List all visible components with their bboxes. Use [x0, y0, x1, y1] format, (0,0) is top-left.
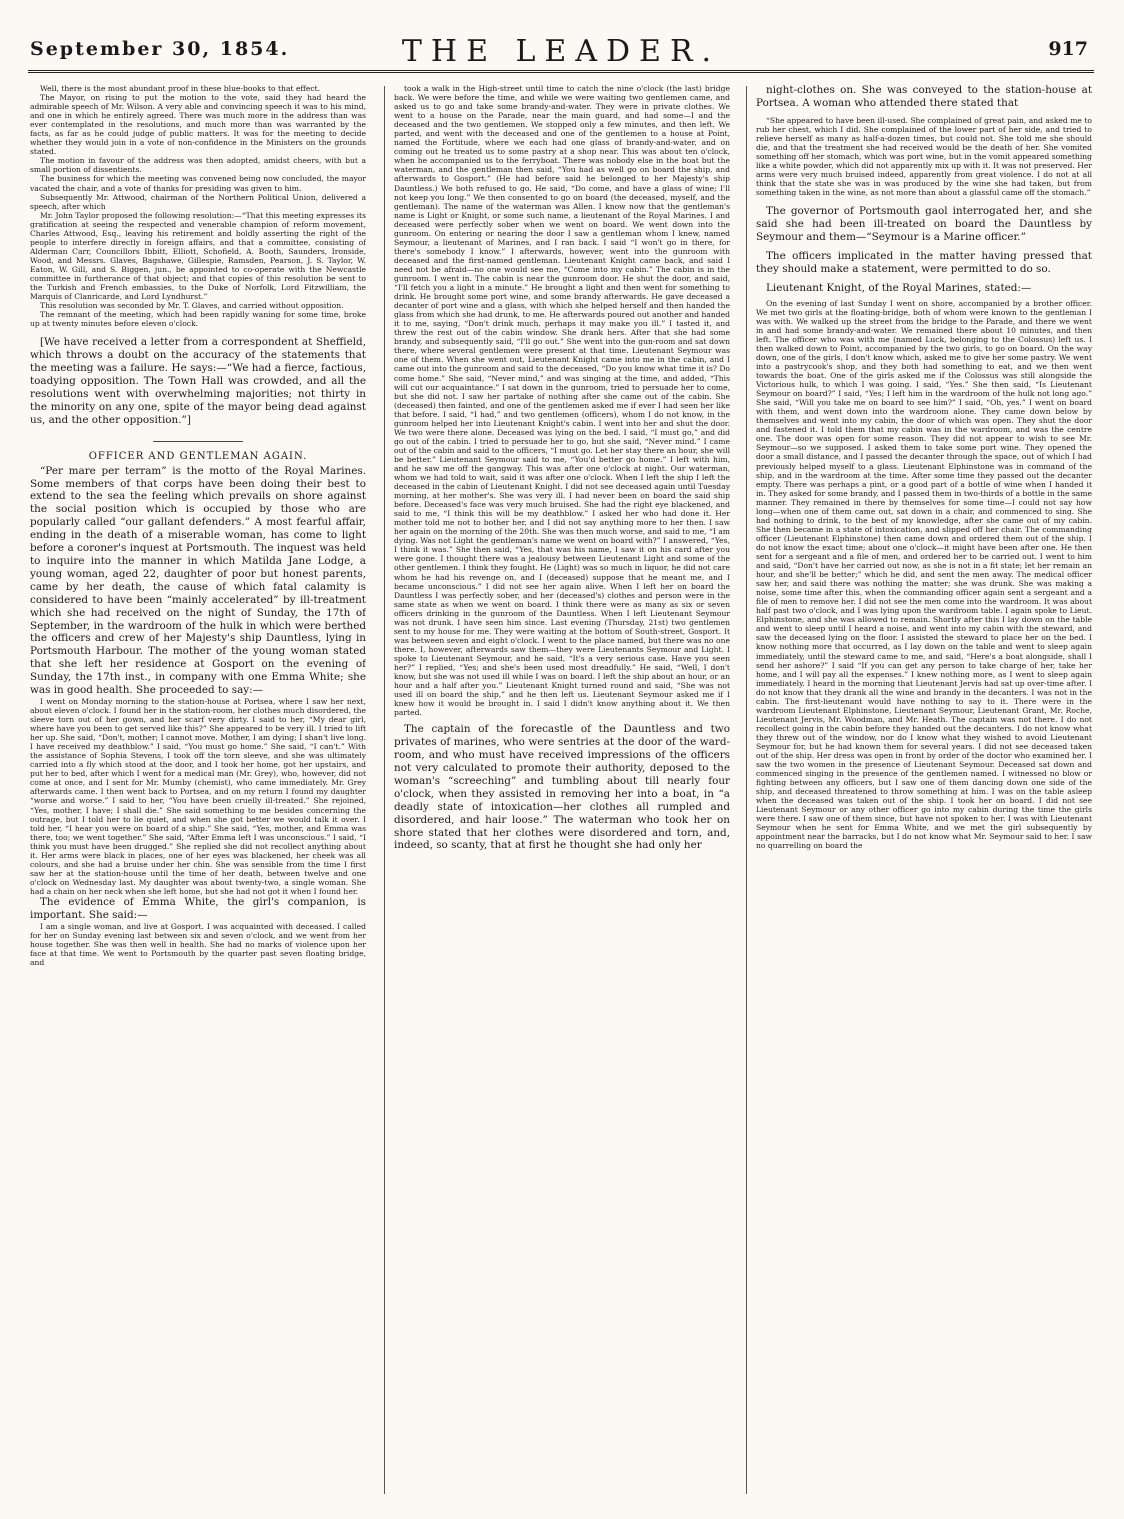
section-divider	[153, 441, 243, 442]
paragraph: Well, there is the most abundant proof in these blue-books to that effect.	[40, 84, 321, 93]
paragraph: Mr. John Taylor proposed the following resolution:—“That this meeting expresses its gratification at seeing the respected and venerable champion of reform movement, Charles Attwood, Esq., leaving his retirement and boldly asserting the right of the people to interfere directly in foreign affairs, and that a committee, consisting of Alderman Carr, Councillors Ibbitt, Elliott, Schofield, A. Booth, Saunders, Ironside, Wood, and Messrs. Glaves, Bagshawe, Gillespie, Ramsden, Pearson, J. S. Taylor, W. Eaton, W. Gill, and S. Biggen, jun., be appointed to co-operate with the Newcastle committee in furtherance of that object; and that copies of this resolution be sent to the Turkish and French embassies, to the Duke of Norfolk, Lord Fitzwilliam, the Marquis of Clanricarde, and Lord Lyndhurst.”	[30, 210, 366, 302]
paragraph: The Mayor, on rising to put the motion to the vote, said they had heard the admirable speech of Mr. Wilson. A very able and convincing speech it was to his mind, and one in which he entirely agreed. There was much more in the address than was ever contemplated in the resolutions, and much more than was warranted by the facts, as far as he could judge of public matters. It was for the meeting to decide whether they would join in a vote of non-confidence in the Ministers on the grounds stated.	[30, 93, 366, 157]
paragraph: The evidence of Emma White, the girl's companion, is important. She said:—	[30, 896, 366, 921]
newspaper-page	[28, 34, 1094, 1498]
paragraph: The governor of Portsmouth gaol interrogated her, and she said she had been ill-treated on board the Dauntless by Seymour and them—“Seymour is a Marine officer.”	[756, 205, 1092, 244]
paragraph: Subsequently Mr. Attwood, chairman of the Northern Political Union, delivered a speech, after which	[30, 192, 366, 211]
paragraph: The motion in favour of the address was then adopted, amidst cheers, with but a small portion of dissentients.	[30, 156, 366, 175]
masthead-rule	[28, 70, 1094, 73]
testimony-lieutenant-knight: On the evening of last Sunday I went on shore, accompanied by a brother officer. We met two girls at the floating-bridge, both of whom were known to the gentleman I was with. We walked up the street from the bridge to the Parade, and there we went in and had some brandy-and-water. We remained there about 10 minutes, and then left. The officer who was with me (named Luck, belonging to the Colossus) left us. I then walked down to Point, accompanied by the two girls, to go on board. On the way down, one of the girls, I don't know which, asked me to give her some pastry. We went into a pastrycook's shop, and they both had something to eat, and we then went towards the boat. One of the girls asked me if the Colossus was still alongside the Victorious hulk, to which I was going. I said, “Yes.” She then said, “Is Lieutenant Seymour on board?” I said, “Yes; I left him in the wardroom of the hulk not long ago.” She said, “Will you take me on board to see him?” I said, “Oh, yes.” I went on board with them, and went down into the wardroom alone. They came down below by themselves and went into my cabin, the door of which was open. They shut the door and fastened it. I told them that my cabin was in the wardroom, and was the centre one. The door was open for some reason. They did not appear to wish to see Mr. Seymour—so we supposed. I asked them to take some port wine. They opened the door a small distance, and I passed the decanter through the space, out of which I had previously helped myself to a glass. Lieutenant Elphinstone was in command of the ship, and in the wardroom at the time. After some time they passed out the decanter empty. There was perhaps a pint, or a good part of a bottle of wine when I handed it in. They asked for some brandy, and I passed them in two-thirds of a bottle in the same manner. They remained in there by themselves for some time—I could not say how long—when one of them came out, sat down in a chair, and commenced to sing. She had nothing to drink, to the best of my knowledge, after she came out of my cabin. She then became in a state of intoxication, and slipped off her chair. The commanding officer (Lieutenant Elphinstone) then came down and ordered them out of the ship. I do not know the exact time; about one o'clock—it might have been after one. He then sent for a sergeant and a file of men, and ordered her to be carried out. I went to him and said, “Don't have her carried out now, as she is not in a fit state; let her remain an hour, and she'll be better;” which he did, and sent the men away. The medical officer saw her, and said there was nothing the matter; she was drunk. She was making a noise, some time after this, when the commanding officer again sent a sergeant and a file of men to remove her. I did not see the men come into the wardroom. It was about half past two o'clock, and I was lying upon the wardroom table. I again spoke to Lieut. Elphinstone, and she was allowed to remain. Shortly after this I lay down on the table and went to sleep until I heard a noise, and went into my cabin with the steward, and saw the deceased lying on the floor. I assisted the steward to place her on the bed. I know nothing more that occurred, as I lay down on the table and went to sleep again immediately, until the steward came to me, and said, “Here's a boat alongside, shall I send her ashore?” I said “If you can get any person to take charge of her, take her home, and I will pay all the expenses.” I knew nothing more, as I went to sleep again immediately. I heard in the morning that Lieutenant Jervis had sat up over-time after. I do not know that they drank all the wine and brandy in the decanters. I was not in the cabin. The first-lieutenant would have nothing to say to it. There were in the wardroom Lieutenant Elphinstone, Lieutenant Seymour, Lieutenant Grant, Mr. Roche, Lieutenant Jervis, Mr. Woodman, and Mr. Heath. The captain was not there. I do not recollect going in the cabin before they handed out the decanters. I do not know what they threw out of the window, nor do I know what they wished to avoid Lieutenant Seymour for, but he had known them for several years. I did not see deceased taken out of the ship. Her dress was open in front by order of the doctor who examined her. I saw the two women in the presence of Lieutenant Seymour. Deceased sat down and commenced singing in the presence of the gentlemen named. I witnessed no blow or fighting between any officers, but I saw one of them dancing down one side of the ship, and deceased threatened to throw something at him. I was on the table asleep when the deceased was taken out of the ship. I took her on board. I did not see Lieutenant Seymour or any other officer go into my cabin during the time the girls were there. I saw one of them since, but have not spoken to her. I was with Lieutenant Seymour when he sent for Emma White, and we met the girl subsequently by appointment near the barracks, but I do not know what Mr. Seymour said to her. I saw no quarrelling on board the	[756, 298, 1092, 851]
column-1	[30, 84, 366, 1496]
testimony-emma-white-cont: took a walk in the High-street until time to catch the nine o'clock (the last) bridge back. We were before the time, and while we were waiting two gentlemen came, and asked us to go and take some brandy-and-water. They were in private clothes. We went to a house on the Parade, near the main guard, and had some—I and the deceased and the two gentlemen. We stopped only a few minutes, and then left. We parted, and went with the deceased and one of the gentlemen to a house at Point, named the Fortitude, where we each had one glass of brandy-and-water, and on coming out he treated us to some pastry at a shop near. This was about ten o'clock, when he accompanied us to the ferryboat. There was nobody else in the boat but the waterman, and the gentleman then said, “You had as well go on board the ship, and afterwards to Gosport.” (He had before said he belonged to her Majesty's ship Dauntless.) We both refused to go. He said, “Do come, and have a glass of wine; I'll not keep you long.” We then consented to go on board (the deceased, myself, and the gentleman). The name of the waterman was Allen. I know now that the gentleman's name is Light or Knight, or some such name, a lieutenant of the Royal Marines. I and deceased were perfectly sober when we went on board. We went down into the gunroom. On entering or nearing the door I saw a gentleman whom I knew, named Seymour, a lieutenant of Marines, and I ran back. I said “I won't go in there, for there's somebody I know.” I afterwards, however, went into the gunroom with deceased and the first-named gentleman. Lieutenant Knight came back, and said I need not be afraid—no one would see me, “Come into my cabin.” The cabin is in the gunroom. I went in. The cabin is near the gunroom door. He shut the door, and said, “I'll fetch you a light in a minute.” He brought a light and then went for something to drink. He brought some port wine, and some brandy afterwards. He gave deceased a decanter of port wine and a glass, with which she helped herself and then handed the glass from which she had drunk, to me. He afterwards poured out another and handed it to me, saying, “Don't drink much, perhaps it may make you ill.” I tasted it, and threw the rest out of the cabin window. She drank hers. After that she had some brandy, and subsequently said, “I'll go out.” She went into the gun-room and sat down there, where several gentlemen were present at that time. Lieutenant Seymour was one of them. When she went out, Lieutenant Knight came into me in the cabin, and I came out into the gunroom and said to the deceased, “Do you know what time it is? Do come home.” She said, “Never mind,” and was singing at the time, and added, “This will cut our acquaintance.” I sat down in the gunroom, tried to persuade her to come, but she did not. I saw her partake of nothing after she came out of the cabin. She (deceased) then fainted, and one of the gentlemen asked me if ever I had seen her like that before. I said, “I had,” and two gentlemen (officers), whom I do not know, in the gunroom helped her into Lieutenant Knight's cabin. I went into her and shut the door. We two were there alone. Deceased was lying on the bed. I said, “I must go,” and did go out of the cabin. I tried to persuade her to go, but she said, “Never mind.” I came out of the cabin and said to the officers, “I must go. Let her stay there an hour, she will be better.” Lieutenant Seymour said to me, “You'd better go home.” I left with him, and he saw me off the gangway. This was after one o'clock at night. Our waterman, whom we had told to wait, said it was after one o'clock. When I left the ship I left the deceased in the cabin of Lieutenant Knight. I did not see deceased again until Tuesday morning, at her mother's. She was very ill. I had never been on board the said ship before. Deceased's face was very much bruised. She had the right eye blackened, and said to me, “I think this will be my deathblow.” I asked her who had done it. Her mother told me not to bother her, and I did not say anything more to her then. I saw her again on the morning of the 20th. She was then much worse, and said to me, “I am dying. Was not Light the gentleman's name we went on board with?” I answered, “Yes, I think it was.” She then said, “Yes, that was his name, I saw it on his card after you were gone. I thought there was a jealousy between Lieutenant Light and some of the other gentlemen. I think they fought. He (Light) was so much in liquor, he did not care whom he had his revenge on, and I (deceased) suppose that he meant me, and I became unconscious.” I did not see her again alive. When I left her on board the Dauntless I was perfectly sober, and her (deceased's) clothes and person were in the same state as when we went on board. I think there were as many as six or seven officers drinking in the gunroom of the Dauntless. When I left Lieutenant Seymour was not drunk. I have seen him since. Last evening (Thursday, 21st) two gentlemen sent to my house for me. They were waiting at the bottom of South-street, Gosport. It was between seven and eight o'clock. I went to the place named, but there was no one there. I, however, afterwards saw them—they were Lieutenants Seymour and Light. I spoke to Lieutenant Seymour, and he said, “It's a very serious case. Have you seen her?” I replied, “Yes; and she's been used most dreadfully.” He said, “Well, I don't know, but she was not used ill while I was on board. I left the ship about an hour, or an hour and a half after you.” Lieutenant Knight turned round and said, “She was not used ill on board the ship,” and he then left us. Lieutenant Seymour asked me if I knew how it would be brought in. I said I didn't know anything about it. We then parted.	[394, 84, 730, 718]
paragraph: This resolution was seconded by Mr. T. Glaves, and carried without opposition.	[40, 301, 344, 311]
testimony-mother: I went on Monday morning to the station-house at Portsea, where I saw her next, about eleven o'clock. I found her in the station-room, her clothes much disordered, the sleeve torn out of her gown, and her scarf very dirty. I said to her, “My dear girl, where have you been to get served like this?” She appeared to be very ill. I tried to lift her up. She said, “Don't, mother; I cannot move. Mother, I am dying; I shan't live long. I have received my deathblow.” I said, “You must go home.” She said, “I can't.” With the assistance of Sophia Stevens, I took off the torn sleeve, and she was ultimately carried into a fly which stood at the door, and I took her home, got her upstairs, and put her to bed, after which I went for a medical man (Mr. Grey), who, however, did not come at once, and I sent for Mr. Mumby (chemist), who came immediately. Mr. Grey afterwards came. I then went back to Portsea, and on my return I found my daughter “worse and worse.” I said to her, “You have been cruelly ill-treated.” She rejoined, “Yes, mother, I have; I shall die.” She said something to me besides concerning the outrage, but I told her to lie quiet, and when she got better we would talk it over. I told her, “I hear you were on board of a ship.” She said, “Yes, mother, and Emma was there, too; we went together.” She said, “After Emma left I was unconscious.” I said, “I think you must have been drugged.” She replied she did not recollect anything about it. Her arms were black in places, one of her eyes was blackened, her cheek was all colours, and she had a bruise under her chin. She was sensible from the time I first saw her at the station-house until the time of her death, between twelve and one o'clock on Wednesday last. My daughter was about twenty-two, a single woman. She had a chain on her neck when she left home, but she had not got it when I found her.	[30, 696, 366, 896]
masthead	[28, 34, 1094, 86]
paragraph: Lieutenant Knight, of the Royal Marines, stated:—	[766, 281, 1032, 294]
column-3	[756, 84, 1092, 1496]
paragraph: The remnant of the meeting, which had been rapidly waning for some time, broke up at twenty minutes before eleven o'clock.	[30, 310, 366, 329]
paragraph: The business for which the meeting was convened being now concluded, the mayor vacated the chair, and a vote of thanks for presiding was given to him.	[30, 174, 366, 193]
page-number: 917	[1048, 38, 1088, 60]
paragraph: The captain of the forecastle of the Dauntless and two privates of marines, who were sentries at the door of the ward-room, and who must have received impressions of the officers not very calculated to promote their authority, deposed to the woman's “screeching” and tumbling about till nearly four o'clock, when they assisted in removing her into a boat, in “a deadly state of intoxication—her clothes all rumpled and disordered, and hair loose.” The waterman who took her on shore stated that her clothes were disordered and torn, and, indeed, so scanty, that at first he thought she had only her	[394, 723, 730, 852]
column-2	[394, 84, 730, 1496]
paragraph: The officers implicated in the matter having pressed that they should make a statement, were permitted to do so.	[756, 249, 1092, 275]
article-intro: “Per mare per terram” is the motto of the Royal Marines. Some members of that corps have been doing their best to extend to the sea the feeling which prevails on shore against the social position which is occupied by those who are popularly called “our gallant defenders.” A most fearful affair, ending in the death of a miserable woman, has come to light before a coroner's inquest at Portsmouth. The inquest was held to inquire into the manner in which Matilda Jane Lodge, a young woman, aged 22, daughter of poor but honest parents, came by her death, the cause of which fatal calamity is considered to have been “mainly accelerated” by ill-treatment which she had received on the night of Sunday, the 17th of September, in the wardroom of the hulk in which were berthed the officers and crew of her Majesty's ship Dauntless, lying in Portsmouth Harbour. The mother of the young woman stated that she left her residence at Gosport on the evening of Sunday, the 17th inst., in company with one Emma White; she was in good health. She proceeded to say:—	[30, 464, 366, 697]
article-heading: OFFICER AND GENTLEMAN AGAIN.	[88, 450, 308, 462]
column-divider	[746, 86, 747, 1494]
column-divider	[384, 86, 385, 1494]
newspaper-title: THE LEADER.	[401, 34, 721, 69]
editor-note: [We have received a letter from a correspondent at Sheffield, which throws a doubt on the accuracy of the statements that the meeting was a failure. He says:—“We had a fierce, factious, toadying opposition. The Town Hall was crowded, and all the resolutions went with overwhelming majorities; not thirty in the minority on any one, spite of the mayor being dead against us, and the other opposition.”]	[30, 336, 366, 426]
paragraph: night-clothes on. She was conveyed to the station-house at Portsea. A woman who attended there stated that	[756, 84, 1092, 109]
testimony-attendant: “She appeared to have been ill-used. She complained of great pain, and asked me to rub her chest, which I did. She complained of the lower part of her side, and tried to relieve herself as many as half-a-dozen times, but could not. She told me she should die, and that the treatment she had received would be the death of her. She vomited something off her stomach, which was port wine, but in the vomit appeared something like a white powder, which did not apparently mix up with it. It was not preserved. Her arms were very much bruised indeed, apparently from great violence. I do not at all think that the state she was in was produced by the wine she had taken, but from something taken in the wine, as not more than about a glassful came off the stomach.”	[756, 115, 1092, 198]
issue-date: September 30, 1854.	[30, 38, 290, 60]
testimony-emma-white: I am a single woman, and live at Gosport. I was acquainted with deceased. I called for her on Sunday evening last between six and seven o'clock, and we went from her house together. She was then well in health. She had no marks of violence upon her face at that time. We went to Portsmouth by the quarter past seven floating bridge, and	[30, 921, 366, 967]
